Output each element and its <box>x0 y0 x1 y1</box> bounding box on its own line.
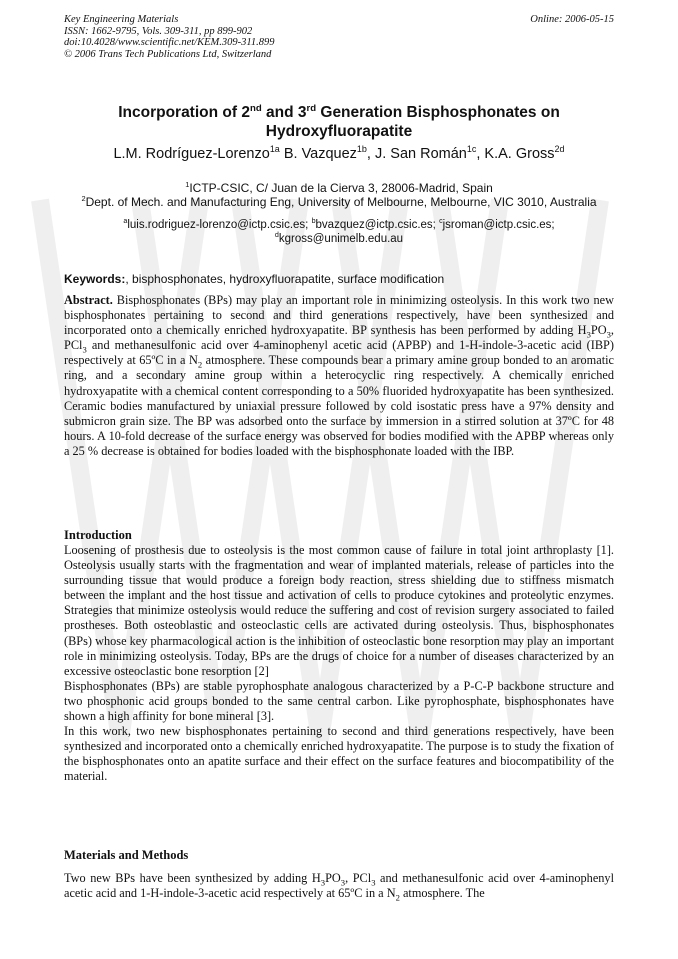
author-sup: 1a <box>269 144 280 155</box>
title-sup: nd <box>249 102 262 114</box>
title-text: and 3 <box>261 104 307 121</box>
paper-title <box>64 103 614 141</box>
online-date: Online: 2006-05-15 <box>530 14 614 25</box>
title-text: Incorporation of 2 <box>118 104 250 121</box>
affiliation-2 <box>40 195 638 210</box>
introduction-paragraph-1: Loosening of prosthesis due to osteolysis is the most common cause of failure in total joint arthroplasty [1]. Osteolysis usually starts with the fragmentation and wear of implanted materials, release of particles into the surrounding tissue that would produce a foreign body reaction, stress shielding due to stiffness mismatch between the implant and the host tissue and activation of cells to produce cytokines and proteolytic enzymes. Strategies that minimize osteolysis would reduce the suffering and cost of revision surgery associated to failed prostheses. Both osteoblastic and osteoclastic cells are activated during osteolysis. Thus, bisphosphonates (BPs) whose key pharmacological action is the inhibition of osteoclastic bone resorption may play an important role in minimizing osteolysis. Today, BPs are the drugs of choice for a number of diseases characterized by an excessive osteoclastic bone resorption [2] <box>64 543 614 678</box>
subscript: 3 <box>586 329 591 340</box>
keywords-text: , bisphosphonates, hydroxyfluorapatite, surface modification <box>125 272 445 286</box>
abstract-text: atmosphere. These compounds bear a primary amine group bonded to an aromatic ring, and a secondary amine group within a heterocyclic ring respectively. A chemically enriched hydroxyapatite with a chemical content corresponding to a 50% fluorided hydroxyapatite has been synthesized. Ceramic bodies manufactured by uniaxial pressure followed by cold isostatic press have a 97% density and submicron grain size. The BP was adsorbed onto the surface by immersion in a stirred solution at 37ºC for 48 hours. A 10-fold decrease of the surface energy was observed for bodies modified with the APBP whereas only a 25 % decrease is obtained for bodies loaded with the bisphosphonate loaded with the IBP. <box>64 353 614 458</box>
methods-text: PO <box>325 871 341 885</box>
abstract-label: Abstract. <box>64 293 113 307</box>
email-address[interactable]: jsroman@ictp.csic.es; <box>442 219 555 231</box>
introduction-heading: Introduction <box>64 528 132 542</box>
affiliation-text: Dept. of Mech. and Manufacturing Eng, University of Melbourne, Melbourne, VIC 3010, Australia <box>85 195 597 209</box>
email-sup: a <box>123 217 128 226</box>
journal-name: Key Engineering Materials <box>64 14 179 25</box>
subscript: 2 <box>395 892 400 903</box>
author-list <box>40 146 638 162</box>
methods-text: , PCl <box>345 871 372 885</box>
subscript: 3 <box>82 344 87 355</box>
methods-text: Two new BPs have been synthesized by adding H <box>64 871 321 885</box>
email-sup: d <box>274 231 279 240</box>
introduction-body <box>64 543 614 785</box>
methods-paragraph <box>64 871 614 901</box>
keywords-line <box>64 272 614 286</box>
email-sup: c <box>439 217 443 226</box>
email-sup: b <box>311 217 316 226</box>
methods-text: and methanesulfonic acid over 4-aminophenyl acetic acid and 1-H-indole-3-acetic acid respectively at 65ºC in a N <box>64 871 614 901</box>
keywords-label: Keywords: <box>64 272 126 286</box>
issn-line: ISSN: 1662-9795, Vols. 309-311, pp 899-902 <box>64 25 253 37</box>
abstract-text: and methanesulfonic acid over 4-aminophenyl acetic acid (APBP) and 1-H-indole-3-acetic acid (IBP) respectively at 65ºC in a N <box>64 338 614 368</box>
email-address[interactable]: luis.rodriguez-lorenzo@ictp.csic.es; <box>127 219 312 231</box>
affiliation-sup: 2 <box>81 194 86 203</box>
introduction-paragraph-3: In this work, two new bisphosphonates pertaining to second and third generations respectively, have been synthesized and incorporated onto a chemically enriched hydroxyapatite. The purpose is to study the fixation of the bisphosphonates onto an apatite surface and their effect on the surface features and biocompatibility of the material. <box>64 724 614 784</box>
subscript: 3 <box>371 877 376 888</box>
email-list <box>60 218 618 246</box>
title-text: Generation Bisphosphonates on <box>316 104 560 121</box>
author-sup: 1c <box>466 144 477 155</box>
abstract-text: PO <box>590 323 607 338</box>
author-sup: 1b <box>356 144 367 155</box>
author-name: L.M. Rodríguez-Lorenzo <box>113 146 270 162</box>
subscript: 3 <box>340 877 346 888</box>
email-address[interactable]: kgross@unimelb.edu.au <box>278 233 404 245</box>
copyright-line: © 2006 Trans Tech Publications Ltd, Switzerland <box>64 48 272 60</box>
introduction-paragraph-2: Bisphosphonates (BPs) are stable pyrophosphate analogous characterized by a P-C-P backbone structure and two phosphonic acid groups bonded to the same central carbon. Like pyrophosphate, bisphosphonates have shown a high affinity for bone mineral [3]. <box>64 678 614 724</box>
affiliation-1 <box>60 181 618 196</box>
affiliation-sup: 1 <box>185 180 190 189</box>
title-sup: rd <box>306 102 317 114</box>
doi-line: doi:10.4028/www.scientific.net/KEM.309-311.899 <box>64 37 275 48</box>
email-address[interactable]: bvazquez@ictp.csic.es; <box>315 219 440 231</box>
subscript: 3 <box>606 329 611 340</box>
abstract-text: Bisphosphonates (BPs) may play an important role in minimizing osteolysis. In this work two new bisphosphonates pertaining to second and third generations respectively, have been synthesized and incorporated onto a chemically enriched hydroxyapatite. BP synthesis has been performed by adding H <box>64 293 614 338</box>
journal-header <box>64 14 614 60</box>
title-line-2: Hydroxyfluorapatite <box>265 123 413 140</box>
author-name: , J. San Román <box>366 146 467 162</box>
subscript: 3 <box>320 877 326 888</box>
abstract-text: , PCl <box>64 323 614 353</box>
author-sup: 2d <box>554 144 565 155</box>
methods-text: atmosphere. The <box>399 886 485 901</box>
methods-heading: Materials and Methods <box>64 848 189 862</box>
abstract-paragraph <box>64 293 614 459</box>
author-name: B. Vazquez <box>279 146 357 162</box>
subscript: 2 <box>197 359 203 370</box>
affiliation-text: ICTP-CSIC, C/ Juan de la Cierva 3, 28006-Madrid, Spain <box>189 181 493 195</box>
author-name: , K.A. Gross <box>476 146 555 162</box>
